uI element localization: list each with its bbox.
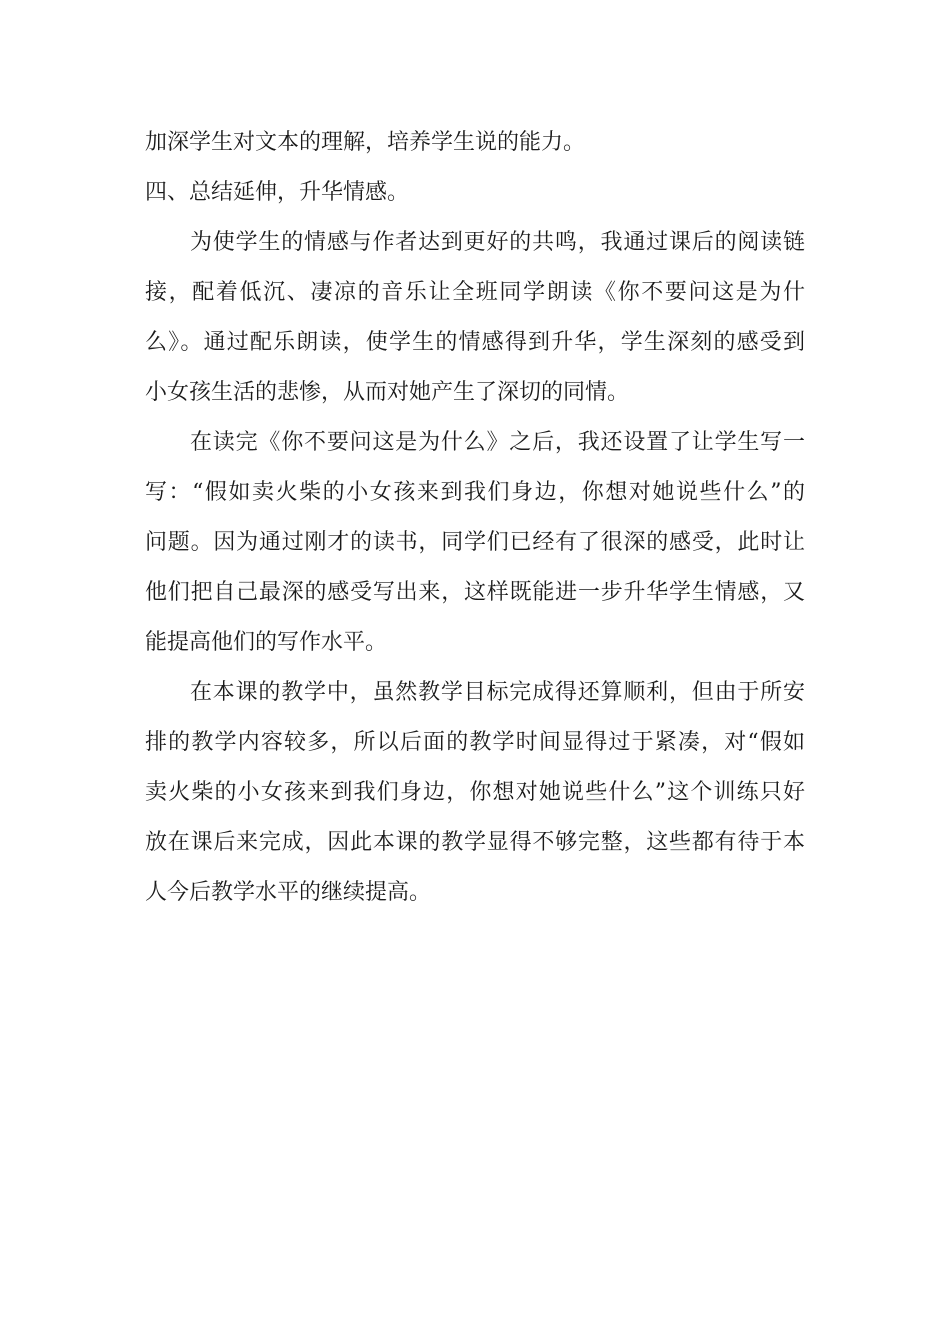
paragraph-line: 么》。通过配乐朗读，使学生的情感得到升华，学生深刻的感受到 (145, 330, 805, 355)
section-heading: 四、总结延伸，升华情感。 (145, 180, 410, 205)
paragraph-line: 排的教学内容较多，所以后面的教学时间显得过于紧凑，对“假如 (145, 730, 805, 755)
paragraph-line: 放在课后来完成，因此本课的教学显得不够完整，这些都有待于本 (145, 830, 805, 855)
paragraph-line: 人今后教学水平的继续提高。 (145, 880, 432, 905)
paragraph-line: 写：“假如卖火柴的小女孩来到我们身边，你想对她说些什么”的 (145, 480, 805, 505)
paragraph-line: 加深学生对文本的理解，培养学生说的能力。 (145, 130, 586, 155)
paragraph-line: 小女孩生活的悲惨，从而对她产生了深切的同情。 (145, 380, 630, 405)
paragraph-line: 问题。因为通过刚才的读书，同学们已经有了很深的感受，此时让 (145, 530, 805, 555)
paragraph-line: 为使学生的情感与作者达到更好的共鸣，我通过课后的阅读链 (190, 230, 805, 255)
paragraph-line: 能提高他们的写作水平。 (145, 630, 388, 655)
paragraph-line: 接，配着低沉、凄凉的音乐让全班同学朗读《你不要问这是为什 (145, 280, 805, 305)
paragraph-line: 在读完《你不要问这是为什么》之后，我还设置了让学生写一 (190, 430, 805, 455)
paragraph-line: 卖火柴的小女孩来到我们身边，你想对她说些什么”这个训练只好 (145, 780, 805, 805)
paragraph-line: 他们把自己最深的感受写出来，这样既能进一步升华学生情感，又 (145, 580, 805, 605)
paragraph-line: 在本课的教学中，虽然教学目标完成得还算顺利，但由于所安 (190, 680, 805, 705)
